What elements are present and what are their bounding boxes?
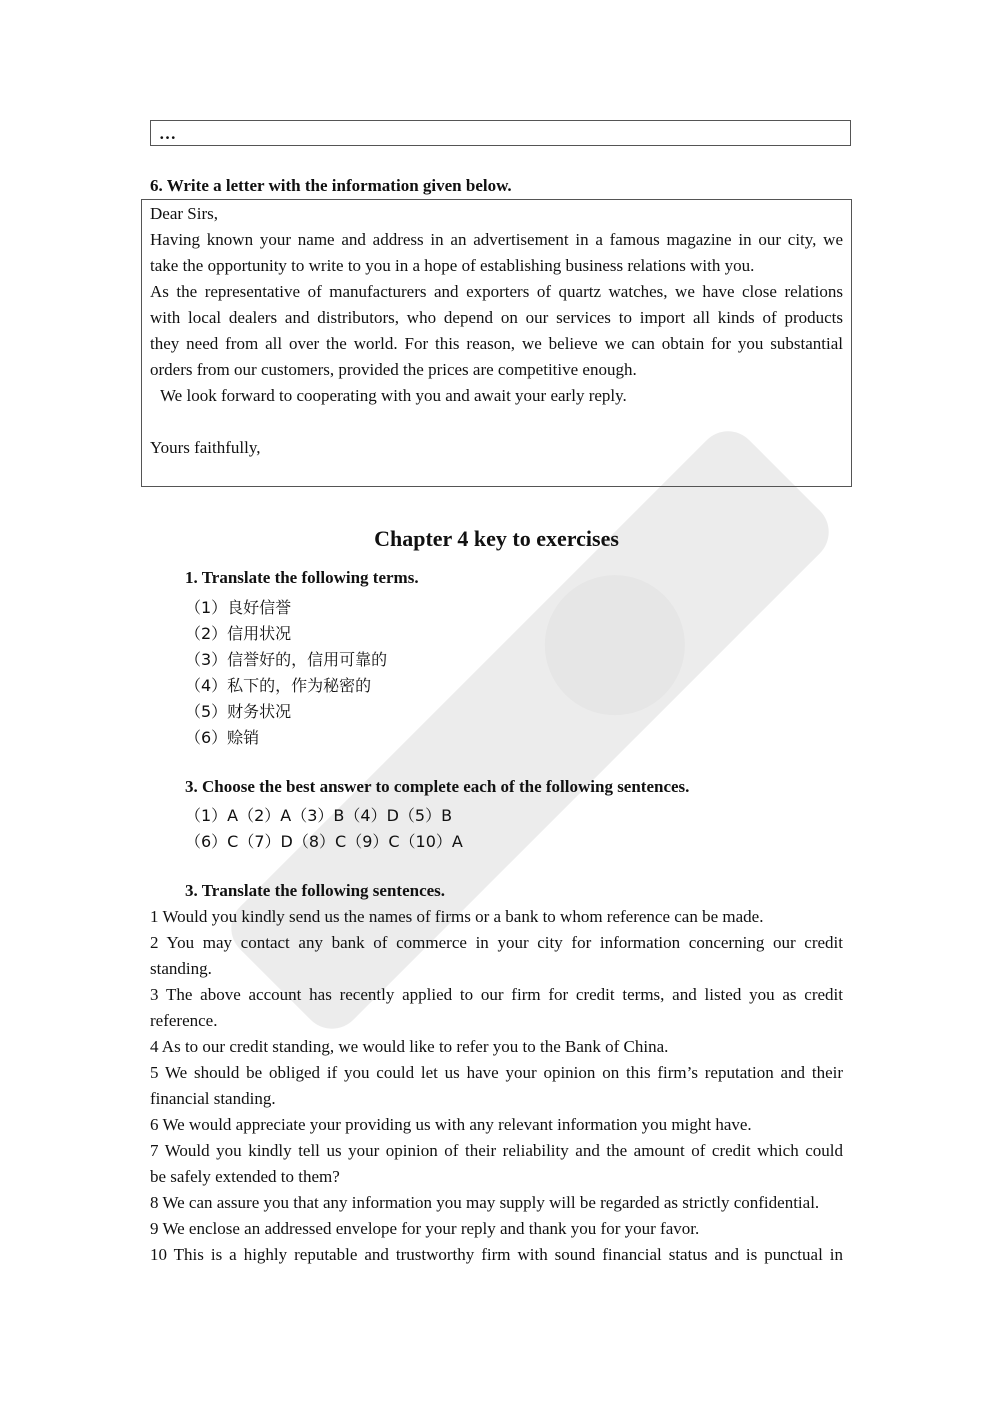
letter-line: As the representative of manufacturers and exporters of quartz watches, we have close relations: [150, 282, 843, 301]
letter-line: Having known your name and address in an advertisement in a famous magazine in our city, we: [150, 230, 843, 249]
sentence-line: 3 The above account has recently applied to our firm for credit terms, and listed you as credit: [150, 985, 843, 1004]
section6-heading: 6. Write a letter with the information given below.: [150, 176, 512, 195]
term-item: （6）赊销: [185, 728, 260, 747]
chapter-title: Chapter 4 key to exercises: [374, 526, 619, 551]
sentence-line: 4 As to our credit standing, we would like to refer you to the Bank of China.: [150, 1037, 669, 1056]
letter-line: with local dealers and distributors, who depend on our services to import all kinds of products: [150, 308, 843, 327]
answer-row: （1）A（2）A（3）B（4）D（5）B: [185, 806, 453, 825]
q3b-heading: 3. Translate the following sentences.: [185, 881, 446, 900]
letter-line: orders from our customers, provided the prices are competitive enough.: [150, 360, 637, 379]
q3a-heading: 3. Choose the best answer to complete each of the following sentences.: [185, 777, 690, 796]
answer-row: （6）C（7）D（8）C（9）C（10）A: [185, 832, 463, 851]
continuation-box: [150, 120, 851, 146]
sentence-line: 5 We should be obliged if you could let us have your opinion on this firm’s reputation and their: [150, 1063, 843, 1082]
letter-line: they need from all over the world. For this reason, we believe we can obtain for you substantial: [150, 334, 843, 353]
sentence-line: 9 We enclose an addressed envelope for your reply and thank you for your favor.: [150, 1219, 700, 1238]
sentence-line: standing.: [150, 959, 212, 978]
term-item: （4）私下的，作为秘密的: [185, 676, 372, 695]
term-item: （1）良好信誉: [185, 598, 292, 617]
sentence-line: financial standing.: [150, 1089, 276, 1108]
term-item: （2）信用状况: [185, 624, 292, 643]
sentence-line: be safely extended to them?: [150, 1167, 340, 1186]
term-item: （3）信誉好的，信用可靠的: [185, 650, 388, 669]
q1-heading: 1. Translate the following terms.: [185, 568, 419, 587]
sentence-line: 7 Would you kindly tell us your opinion of their reliability and the amount of credit which could: [150, 1141, 843, 1160]
letter-line: take the opportunity to write to you in a hope of establishing business relations with you.: [150, 256, 755, 275]
letter-closing: Yours faithfully,: [150, 438, 261, 457]
ellipsis-text: …: [159, 124, 177, 143]
sentence-line: 6 We would appreciate your providing us with any relevant information you might have.: [150, 1115, 752, 1134]
sentence-line: reference.: [150, 1011, 218, 1030]
sentence-line: 1 Would you kindly send us the names of firms or a bank to whom reference can be made.: [150, 907, 764, 926]
term-item: （5）财务状况: [185, 702, 292, 721]
sentence-line: 8 We can assure you that any information you may supply will be regarded as strictly confidential.: [150, 1193, 820, 1212]
sentence-line: 2 You may contact any bank of commerce in your city for information concerning our credit: [150, 933, 843, 952]
letter-salutation: Dear Sirs,: [150, 204, 218, 223]
sentence-line: 10 This is a highly reputable and trustworthy firm with sound financial status and is punctual in: [150, 1245, 843, 1264]
letter-line: We look forward to cooperating with you and await your early reply.: [160, 386, 627, 405]
